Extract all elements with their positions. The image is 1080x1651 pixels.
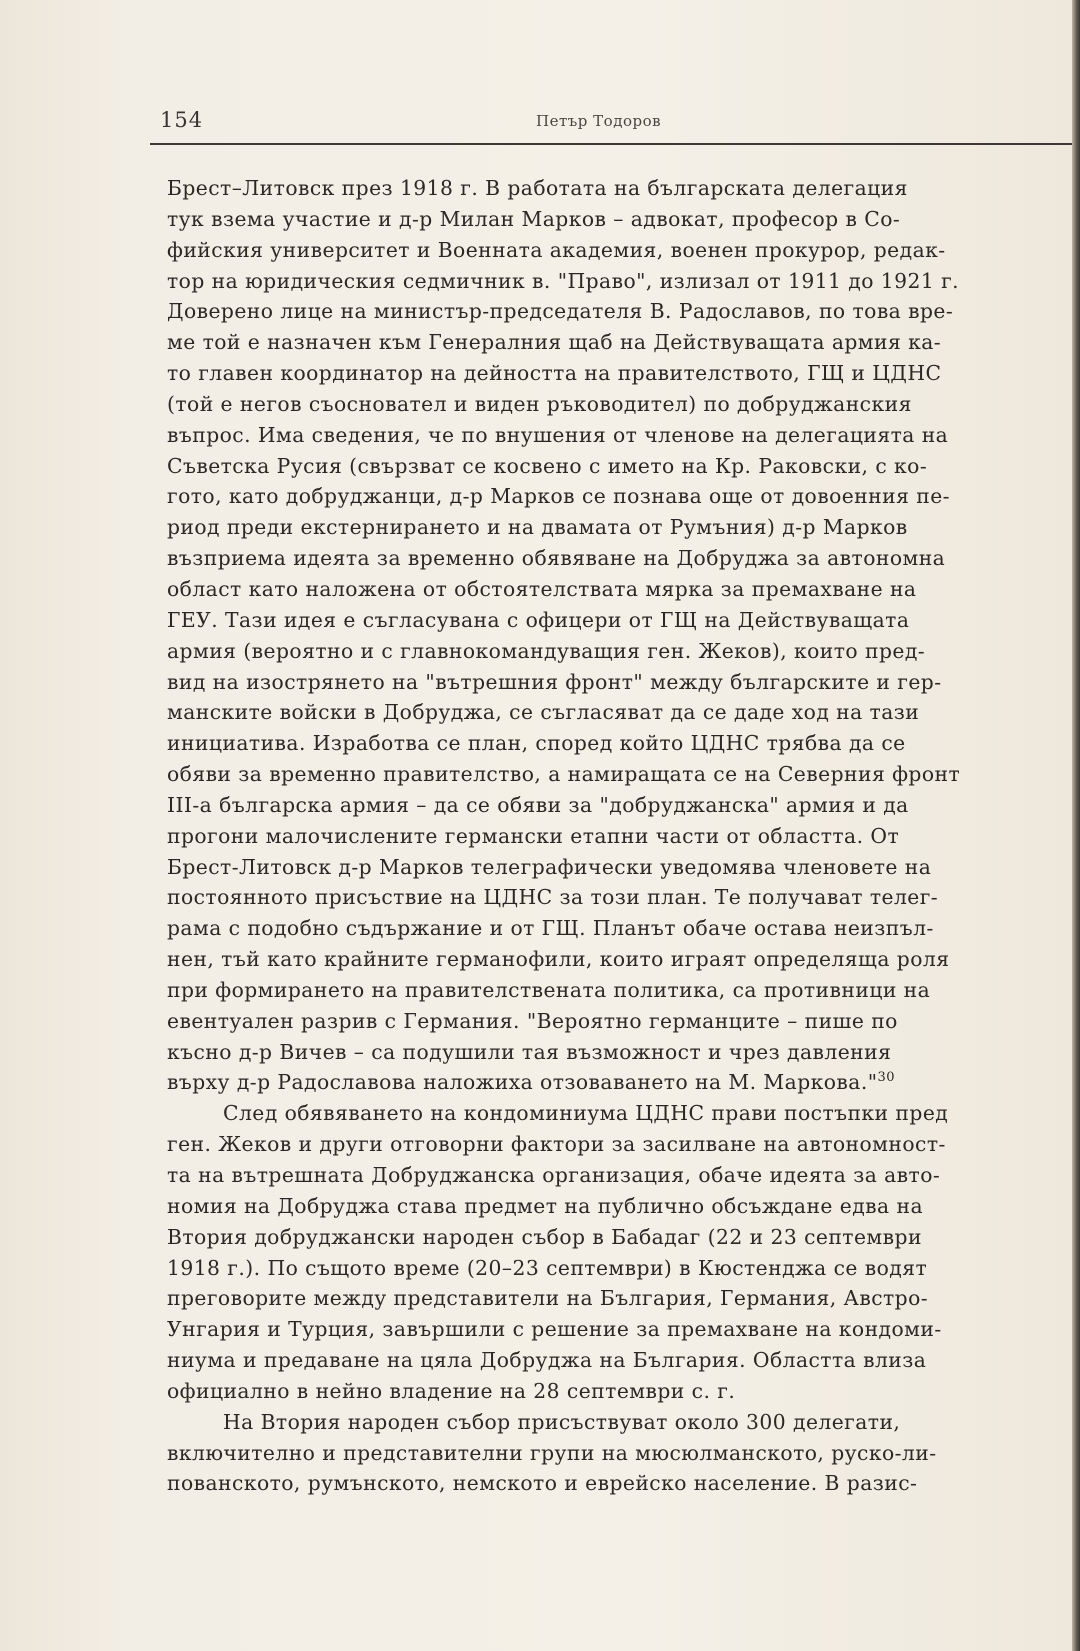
text-line: номия на Добруджа става предмет на публично обсъждане едва на: [167, 1193, 923, 1218]
text-line: включително и представителни групи на мюсюлманското, руско-ли-: [167, 1440, 937, 1465]
text-line: ген. Жеков и други отговорни фактори за засилване на автономност-: [167, 1132, 946, 1157]
header-rule: [150, 143, 1080, 145]
text-line: пованското, румънското, немското и еврейско население. В разис-: [167, 1471, 918, 1496]
text-line: (той е негов съосновател и виден ръководител) по добруджанския: [167, 391, 912, 416]
text-line: вид на изострянето на "вътрешния фронт" между българските и гер-: [167, 669, 942, 694]
text-line: Унгария и Турция, завършили с решение за премахване на кондоми-: [167, 1317, 942, 1342]
text-line: инициатива. Изработва се план, според който ЦДНС трябва да се: [167, 731, 906, 756]
text-line: Брест-Литовск д-р Марков телеграфически уведомява членовете на: [167, 854, 932, 879]
page-number: 154: [160, 108, 204, 132]
text-line: фийския университет и Военната академия, военен прокурор, редак-: [167, 237, 946, 262]
text-line: късно д-р Вичев – са подушили тая възможност и чрез давления: [167, 1039, 892, 1064]
text-line: гото, като добруджанци, д-р Марков се познава още от довоенния пе-: [167, 484, 950, 509]
text-line: тор на юридическия седмичник в. "Право", излизал от 1911 до 1921 г.: [167, 268, 960, 293]
text-line: евентуален разрив с Германия. "Вероятно германците – пише по: [167, 1008, 898, 1033]
footnote-reference[interactable]: 30: [877, 1070, 895, 1086]
text-line: та на вътрешната Добруджанска организация, обаче идеята за авто-: [167, 1163, 941, 1187]
text-line: обяви за временно правителство, а намиращата се на Северния фронт: [167, 762, 961, 787]
text-line: Доверено лице на министър-председателя В. Радославов, по това вре-: [167, 299, 954, 324]
text-line: Брест–Литовск през 1918 г. В работата на българската делегация: [167, 176, 908, 200]
text-line: ниума и предаване на цяла Добруджа на България. Областта влиза: [167, 1348, 927, 1373]
text-line: Втория добруджански народен събор в Бабадаг (22 и 23 септември: [167, 1224, 922, 1249]
text-line: прогони малочислените германски етапни части от областта. От: [167, 823, 900, 848]
running-head: Петър Тодоров: [536, 112, 662, 130]
text-line: риод преди екстернирането и на двамата от Румъния) д-р Марков: [167, 515, 908, 540]
text-line: III-а българска армия – да се обяви за "добруджанска" армия и да: [167, 792, 909, 817]
paragraph-first-line: След обявяването на кондоминиума ЦДНС прави постъпки пред: [223, 1101, 949, 1126]
text-line: тук взема участие и д-р Милан Марков – адвокат, професор в Со-: [167, 206, 901, 231]
text-line-content: върху д-р Радославова наложиха отзоваването на М. Маркова.": [167, 1070, 878, 1095]
text-line: то главен координатор на дейността на правителството, ГЩ и ЦДНС: [167, 361, 942, 386]
page-header: [160, 108, 1080, 140]
text-line: нен, тъй като крайните германофили, които играят определяща роля: [167, 947, 950, 972]
text-line: официално в нейно владение на 28 септември с. г.: [167, 1378, 736, 1403]
text-line: въпрос. Има сведения, че по внушения от членове на делегацията на: [167, 422, 949, 447]
text-line: постоянното присъствие на ЦДНС за този план. Те получават телег-: [167, 885, 939, 910]
page-binding-edge: [1072, 0, 1080, 1651]
text-line: 1918 г.). По същото време (20–23 септември) в Кюстенджа се водят: [167, 1255, 928, 1280]
text-line: възприема идеята за временно обявяване на Добруджа за автономна: [167, 546, 946, 571]
text-line: при формирането на правителствената политика, са противници на: [167, 977, 931, 1002]
body-text: [167, 173, 1080, 1499]
text-line: армия (вероятно и с главнокомандуващия ген. Жеков), които пред-: [167, 638, 926, 663]
text-line: ме той е назначен към Генералния щаб на Действуващата армия ка-: [167, 330, 942, 355]
text-line-with-footnote: [167, 1067, 1080, 1098]
paragraph-first-line: На Втория народен събор присъствуват около 300 делегати,: [223, 1409, 901, 1434]
text-line: преговорите между представители на България, Германия, Австро-: [167, 1286, 929, 1311]
text-line: Съветска Русия (свързват се косвено с името на Кр. Раковски, с ко-: [167, 453, 928, 478]
text-line: област като наложена от обстоятелствата мярка за премахване на: [167, 576, 917, 601]
text-line: рама с подобно съдържание и от ГЩ. Планът обаче остава неизпъл-: [167, 916, 934, 941]
text-line: ГЕУ. Тази идея е съгласувана с офицери от ГЩ на Действуващата: [167, 607, 910, 632]
text-line: манските войски в Добруджа, се съгласяват да се даде ход на тази: [167, 700, 920, 725]
